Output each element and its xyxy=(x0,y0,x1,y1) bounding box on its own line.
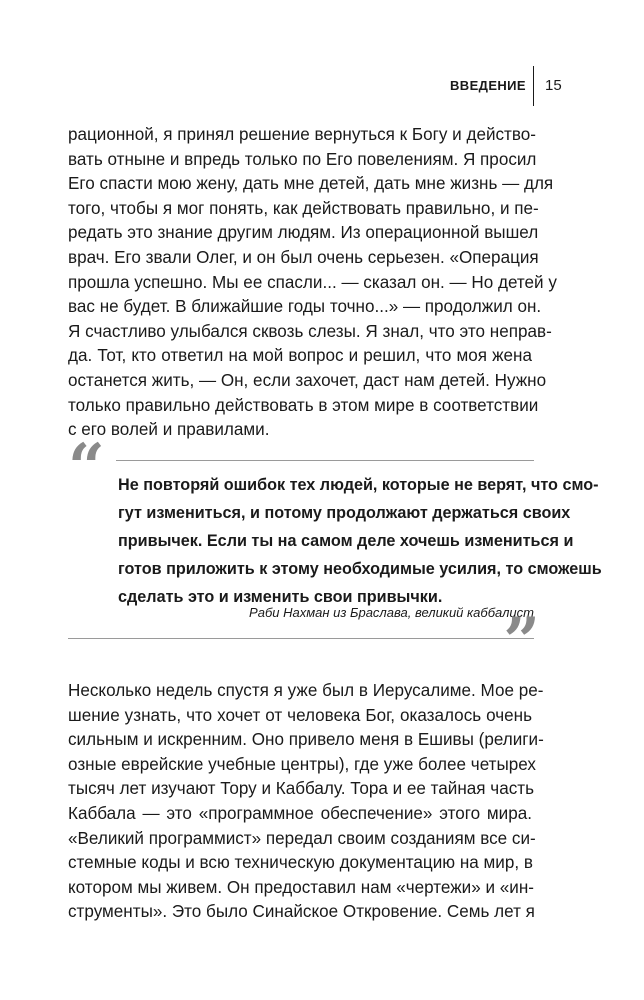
quote-top-rule xyxy=(116,460,534,461)
text-line: того, чтобы я мог понять, как действовать правильно, и пе- xyxy=(68,198,539,218)
quote-attribution: Раби Нахман из Браслава, великий каббалист xyxy=(249,605,534,620)
text-line: с его волей и правилами. xyxy=(68,420,270,440)
quote-text xyxy=(118,471,602,611)
text-line: струменты». Это было Синайское Откровение. Семь лет я xyxy=(68,902,535,922)
section-title: ВВЕДЕНИЕ xyxy=(450,78,526,93)
text-line: только правильно действовать в этом мире в соответствии xyxy=(68,395,539,415)
header-divider xyxy=(533,66,534,106)
text-line: рационной, я принял решение вернуться к Богу и действо- xyxy=(68,125,536,144)
text-line: стемные коды и всю техническую документацию на мир, в xyxy=(68,853,533,873)
text-line: озные еврейские учебные центры), где уже более четырех xyxy=(68,754,536,774)
text-line: врач. Его звали Олег, и он был очень серьезен. «Операция xyxy=(68,247,539,267)
text-line: Я счастливо улыбался сквозь слезы. Я знал, что это неправ- xyxy=(68,321,552,341)
text-line: котором мы живем. Он предоставил нам «чертежи» и «ин- xyxy=(68,877,534,897)
text-line: тысяч лет изучают Тору и Каббалу. Тора и ее тайная часть xyxy=(68,779,535,799)
text-line: Несколько недель спустя я уже был в Иерусалиме. Мое ре- xyxy=(68,681,544,700)
quote-line: привычек. Если ты на самом деле хочешь измениться и xyxy=(118,532,574,550)
quote-bottom-rule xyxy=(68,638,534,639)
quote-line: Не повторяй ошибок тех людей, которые не верят, что смо- xyxy=(118,476,599,494)
text-line: вать отныне и впредь только по Его повелениям. Я просил xyxy=(68,149,537,169)
text-line: останется жить, — Он, если захочет, даст нам детей. Нужно xyxy=(68,370,547,390)
paragraph-1 xyxy=(68,123,557,443)
page-number: 15 xyxy=(545,77,562,94)
close-quote-mark: ” xyxy=(503,604,540,679)
quote-line: готов приложить к этому необходимые усилия, то сможешь xyxy=(118,560,602,578)
text-line: «Великий программист» передал своим созданиям все си- xyxy=(68,828,536,848)
text-line: редать это знание другим людям. Из операционной вышел xyxy=(68,223,539,243)
quote-line: гут измениться, и потому продолжают держаться своих xyxy=(118,504,571,522)
paragraph-2 xyxy=(68,679,544,925)
text-line: Его спасти мою жену, дать мне детей, дать мне жизнь — для xyxy=(68,174,554,194)
text-line: сильным и искренним. Оно привело меня в Ешивы (религи- xyxy=(68,730,544,750)
running-header xyxy=(0,66,644,106)
open-quote-mark: “ xyxy=(68,430,105,505)
text-line: вас не будет. В ближайшие годы точно...» — продолжил он. xyxy=(68,297,542,317)
text-line: да. Тот, кто ответил на мой вопрос и решил, что моя жена xyxy=(68,346,532,366)
text-line: Каббала — это «программное обеспечение» этого мира. xyxy=(68,803,532,823)
text-line: шение узнать, что хочет от человека Бог, оказалось очень xyxy=(68,705,532,725)
text-line: прошла успешно. Мы ее спасли... — сказал он. — Но детей у xyxy=(68,272,557,292)
quote-line: сделать это и изменить свои привычки. xyxy=(118,588,443,606)
